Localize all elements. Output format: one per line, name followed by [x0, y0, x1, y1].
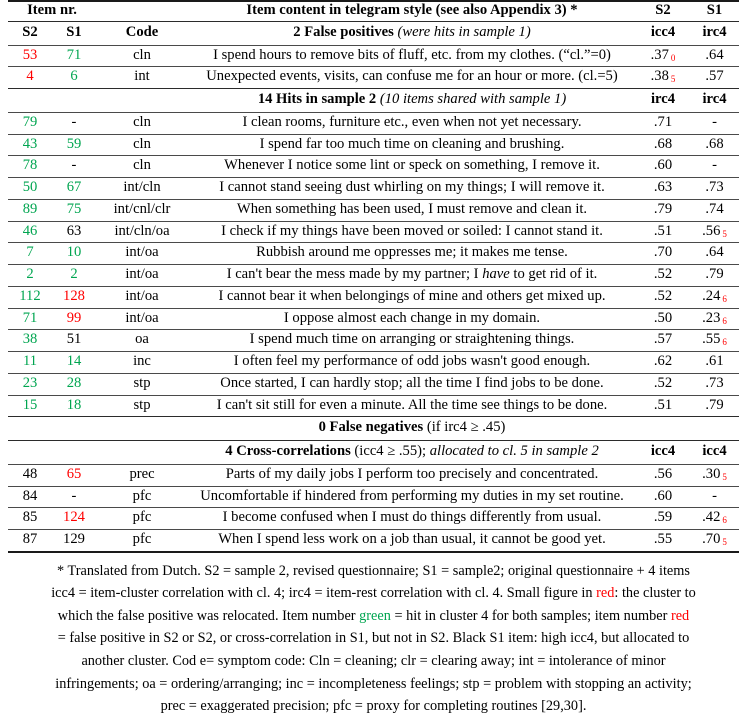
- table-row: [8, 530, 739, 552]
- cell-item-content: I become confused when I must do things differently from usual.: [222, 509, 602, 526]
- cell-item-nr-s1: -: [71, 487, 77, 504]
- cell-item-nr-s2: 2: [26, 266, 34, 282]
- cell-item-nr-s2: 84: [22, 487, 38, 504]
- cell-item-nr-s1: 128: [63, 287, 85, 304]
- cell-item-nr-s2: 7: [26, 244, 34, 261]
- value-s2-superscript: 5: [670, 74, 676, 85]
- section-pad-s2: [8, 417, 52, 441]
- subheader-val-s1: icc4: [702, 443, 727, 459]
- header-s2: S2: [655, 2, 671, 18]
- cell-item-content: I often feel my performance of odd jobs wasn't good enough.: [233, 353, 591, 369]
- table-row: [8, 67, 739, 89]
- cell-value-s1: .70 5: [702, 531, 727, 547]
- section-header-hits-sample-2: [8, 89, 739, 113]
- subheader-val-s1: [690, 417, 739, 441]
- footnote-line-4: = false positive in S2 or S2, or cross-correlation in S1, but not in S2. Black S1 item: high icc4, but allocated to: [57, 630, 690, 647]
- cell-value-s2: .60: [653, 157, 673, 174]
- subheader-s2: S2: [22, 23, 38, 40]
- subheader-val-s2: [636, 417, 690, 441]
- cell-value-s2: .38 5: [650, 68, 676, 85]
- table-bottom-rule: [8, 552, 739, 553]
- subheader-val-s2: icc4: [650, 23, 676, 40]
- cell-item-content: I spend much time on arranging or straightening things.: [249, 331, 575, 348]
- table-row: [8, 221, 739, 243]
- cell-value-s2: .60: [653, 487, 673, 504]
- cell-item-nr-s2: 85: [22, 509, 38, 526]
- footnote-line-7: prec = exaggerated precision; pfc = proxy for completing routines [29,30].: [160, 698, 587, 715]
- table-row: [8, 112, 739, 134]
- cell-value-s1: -: [712, 157, 717, 174]
- footnote-red-word-1: red: [596, 585, 615, 602]
- table-row: [8, 243, 739, 265]
- cell-code: pfc: [132, 531, 152, 547]
- value-s1-superscript: 5: [722, 471, 727, 482]
- cell-value-s2: .57: [653, 331, 673, 348]
- cell-value-s2: .70: [653, 244, 673, 261]
- cell-code: int/cln/oa: [114, 222, 170, 239]
- cell-item-nr-s2: 53: [22, 46, 38, 63]
- cell-value-s2: .56: [653, 465, 673, 482]
- table-row: [8, 156, 739, 178]
- table-row: [8, 464, 739, 486]
- cell-value-s2: .52: [653, 266, 673, 282]
- cell-item-nr-s2: 87: [22, 531, 38, 547]
- cell-code: int/oa: [125, 287, 159, 304]
- cell-item-nr-s2: 50: [22, 179, 38, 195]
- section-pad-code: [96, 441, 188, 465]
- cell-value-s2: .62: [653, 353, 673, 369]
- header-item-nr: Item nr.: [27, 2, 77, 18]
- table-row: [8, 286, 739, 308]
- cell-item-nr-s2: 38: [22, 331, 38, 348]
- cell-code: pfc: [132, 487, 152, 504]
- cell-item-nr-s2: 15: [22, 396, 38, 413]
- table-row: [8, 486, 739, 508]
- value-s1-superscript: 6: [722, 337, 727, 348]
- cell-code: int/cnl/clr: [113, 200, 171, 217]
- cell-value-s2: .63: [653, 179, 673, 195]
- cell-value-s2: .59: [653, 509, 673, 526]
- cell-item-nr-s2: 71: [22, 309, 38, 326]
- footnote-line-1: * Translated from Dutch. S2 = sample 2, revised questionnaire; S1 = sample2; original questionnaire + 4 items: [57, 562, 690, 579]
- footnote-line-5: another cluster. Cod e= symptom code: Cln = cleaning; clr = clearing away; int = intolerance of minor: [81, 653, 666, 670]
- table-body: [8, 1, 739, 553]
- cell-value-s2: .50: [653, 309, 673, 326]
- cell-item-nr-s2: 11: [22, 353, 38, 369]
- table-row: [8, 395, 739, 417]
- cell-code: int: [134, 68, 150, 85]
- value-s1-superscript: 6: [722, 515, 727, 526]
- cell-item-nr-s2: 79: [22, 113, 38, 130]
- cell-item-content: Parts of my daily jobs I perform too precisely and concentrated.: [225, 465, 599, 482]
- cell-code: stp: [133, 374, 151, 391]
- cell-value-s1: -: [712, 487, 717, 504]
- cell-item-nr-s1: 59: [66, 135, 82, 152]
- cell-value-s2: .52: [653, 374, 673, 391]
- cell-item-nr-s1: 14: [66, 353, 82, 369]
- cell-item-nr-s1: 99: [66, 309, 82, 326]
- table-row: [8, 265, 739, 287]
- cell-value-s1: .42 6: [702, 509, 727, 526]
- header-s1: S1: [706, 2, 723, 18]
- cell-item-nr-s1: 63: [66, 222, 82, 239]
- cell-code: cln: [133, 135, 151, 152]
- cell-item-nr-s1: 10: [66, 244, 82, 261]
- cell-item-nr-s1: 28: [66, 374, 82, 391]
- footnote-line-2b: : the cluster to: [614, 585, 696, 602]
- cell-value-s1: .68: [705, 135, 724, 152]
- section-pad-code: [96, 417, 188, 441]
- cell-value-s2: .37 0: [650, 46, 676, 63]
- cell-item-nr-s2: 43: [22, 135, 38, 152]
- header-item-content: Item content in telegram style (see also Appendix 3) *: [246, 2, 578, 18]
- cell-item-content: I spend far too much time on cleaning and brushing.: [259, 135, 565, 152]
- cell-value-s1: .79: [705, 396, 724, 413]
- header-spacer: [96, 1, 188, 21]
- cell-item-content: Once started, I can hardly stop; all the time I find jobs to be done.: [220, 374, 604, 391]
- section-pad-s1: [52, 441, 96, 465]
- cell-item-nr-s1: 6: [70, 68, 78, 85]
- cell-item-nr-s2: 89: [22, 200, 38, 217]
- cell-item-nr-s1: 51: [66, 331, 82, 348]
- cell-item-nr-s2: 78: [22, 157, 38, 174]
- cell-item-content: Rubbish around me oppresses me; it makes me tense.: [256, 244, 568, 261]
- cell-item-nr-s2: 112: [19, 287, 41, 304]
- cell-item-nr-s1: -: [71, 157, 77, 174]
- section-pad-code: [96, 89, 188, 113]
- section-pad-s2: [8, 441, 52, 465]
- cell-item-nr-s1: 71: [66, 46, 82, 63]
- subheader-code: Code: [125, 23, 159, 40]
- section-title: 14 Hits in sample 2 (10 items shared with sample 1): [257, 91, 567, 107]
- table-row: [8, 199, 739, 221]
- cell-code: inc: [133, 353, 151, 369]
- cell-code: int/oa: [125, 309, 159, 326]
- cell-item-content: When I spend less work on a job than usual, it cannot be good yet.: [218, 531, 606, 547]
- cell-item-content: I can't bear the mess made by my partner; I have to get rid of it.: [226, 266, 598, 282]
- cell-value-s2: .79: [653, 200, 673, 217]
- subheader-val-s2: irc4: [650, 91, 676, 107]
- section-header-false-positives: [8, 21, 739, 45]
- cell-value-s1: .73: [705, 179, 724, 195]
- value-s1-superscript: 5: [722, 228, 727, 239]
- table-footnote: [12, 560, 735, 718]
- value-s1-superscript: 5: [722, 537, 727, 547]
- cell-value-s1: .79: [705, 266, 724, 282]
- table-row: [8, 330, 739, 352]
- cell-code: pfc: [132, 509, 152, 526]
- section-pad-s1: [52, 89, 96, 113]
- subheader-val-s1: irc4: [702, 91, 727, 107]
- cell-item-content: Unexpected events, visits, can confuse me for an hour or more. (cl.=5): [206, 68, 618, 85]
- cell-item-content: I check if my things have been moved or soiled: I cannot stand it.: [221, 222, 603, 239]
- footnote-red-word-2: red: [670, 607, 690, 624]
- cell-code: cln: [133, 113, 151, 130]
- cell-item-content: Uncomfortable if hindered from performing my duties in my set routine.: [200, 487, 624, 504]
- cell-item-nr-s2: 23: [22, 374, 38, 391]
- cell-value-s1: .30 5: [702, 465, 727, 482]
- footnote-line-6: infringements; oa = ordering/arranging; inc = incompleteness feelings; stp = problem with stopping an activity;: [55, 675, 692, 692]
- cell-item-nr-s1: 124: [63, 509, 85, 526]
- cell-item-content: I can't sit still for even a minute. All the time see things to be done.: [216, 396, 608, 413]
- table-row: [8, 373, 739, 395]
- subheader-s1: S1: [66, 23, 82, 40]
- value-s1-superscript: 6: [722, 315, 727, 326]
- cell-item-nr-s1: 2: [70, 266, 78, 282]
- cell-value-s1: .56 5: [702, 222, 727, 239]
- cell-item-nr-s1: 67: [66, 179, 82, 195]
- cell-item-content: I cannot bear it when belongings of mine and others get mixed up.: [218, 287, 606, 304]
- section-pad-s2: [8, 89, 52, 113]
- cell-value-s2: .71: [653, 113, 673, 130]
- cell-value-s1: .64: [705, 46, 724, 63]
- cell-value-s2: .68: [653, 135, 673, 152]
- section-title: 2 False positives (were hits in sample 1): [293, 23, 531, 40]
- table-row: [8, 45, 739, 67]
- footnote-line-2a: icc4 = item-cluster correlation with cl. 4; irc4 = item-rest correlation with cl. 4. Small figure in: [51, 585, 597, 602]
- table-header-row: [8, 1, 739, 21]
- cell-code: int/cln: [123, 179, 161, 195]
- cell-code: int/oa: [125, 244, 159, 261]
- footnote-green-word: green: [359, 607, 391, 624]
- section-title: 0 False negatives (if irc4 ≥ .45): [318, 419, 506, 436]
- section-header-cross-correlations: [8, 441, 739, 465]
- table-row: [8, 508, 739, 530]
- cell-item-nr-s1: 65: [66, 465, 82, 482]
- cell-item-content: I oppose almost each change in my domain.: [283, 309, 541, 326]
- cell-value-s1: .74: [705, 200, 724, 217]
- cell-value-s1: .23 6: [702, 309, 727, 326]
- cell-value-s1: .55 6: [702, 331, 727, 348]
- cell-item-nr-s1: 18: [66, 396, 82, 413]
- cell-value-s1: -: [712, 113, 717, 130]
- subheader-val-s1: irc4: [702, 23, 727, 40]
- cell-item-nr-s2: 4: [26, 68, 34, 85]
- cell-value-s1: .24 6: [702, 287, 727, 304]
- cell-code: cln: [133, 46, 151, 63]
- cell-value-s2: .55: [653, 531, 673, 547]
- cell-value-s2: .51: [653, 222, 673, 239]
- table-row: [8, 352, 739, 374]
- value-s2-superscript: 0: [670, 52, 676, 63]
- cell-item-content: I clean rooms, furniture etc., even when not yet necessary.: [242, 113, 582, 130]
- cell-value-s2: .51: [653, 396, 673, 413]
- cell-item-nr-s2: 46: [22, 222, 38, 239]
- cell-item-content: Whenever I notice some lint or speck on something, I remove it.: [224, 157, 600, 174]
- cell-item-nr-s1: -: [71, 113, 77, 130]
- subheader-val-s2: icc4: [650, 443, 676, 459]
- table-row: [8, 308, 739, 330]
- items-table: [8, 0, 739, 553]
- cell-value-s1: .61: [705, 353, 724, 369]
- cell-item-nr-s2: 48: [22, 465, 38, 482]
- cell-item-nr-s1: 129: [63, 531, 85, 547]
- cell-item-content: When something has been used, I must remove and clean it.: [236, 200, 588, 217]
- cell-value-s1: .64: [705, 244, 724, 261]
- cell-value-s2: .52: [653, 287, 673, 304]
- cell-code: cln: [133, 157, 151, 174]
- cell-item-nr-s1: 75: [66, 200, 82, 217]
- cell-item-content: I spend hours to remove bits of fluff, etc. from my clothes. (“cl.”=0): [213, 46, 611, 63]
- value-s1-superscript: 6: [722, 293, 727, 304]
- cell-code: int/oa: [125, 266, 159, 282]
- section-title: 4 Cross-correlations (icc4 ≥ .55); allocated to cl. 5 in sample 2: [225, 443, 599, 459]
- table-row: [8, 134, 739, 156]
- cell-value-s1: .73: [705, 374, 724, 391]
- cell-item-content: I cannot stand seeing dust whirling on my things; I will remove it.: [219, 179, 605, 195]
- cell-code: stp: [133, 396, 151, 413]
- footnote-line-3a: which the false positive was relocated. Item number: [57, 607, 360, 624]
- footnote-line-3b: = hit in cluster 4 for both samples; item number: [390, 607, 671, 624]
- cell-value-s1: .57: [705, 68, 724, 85]
- section-header-false-negatives: [8, 417, 739, 441]
- section-pad-s1: [52, 417, 96, 441]
- cell-code: oa: [135, 331, 149, 348]
- cell-code: prec: [129, 465, 155, 482]
- table-row: [8, 178, 739, 200]
